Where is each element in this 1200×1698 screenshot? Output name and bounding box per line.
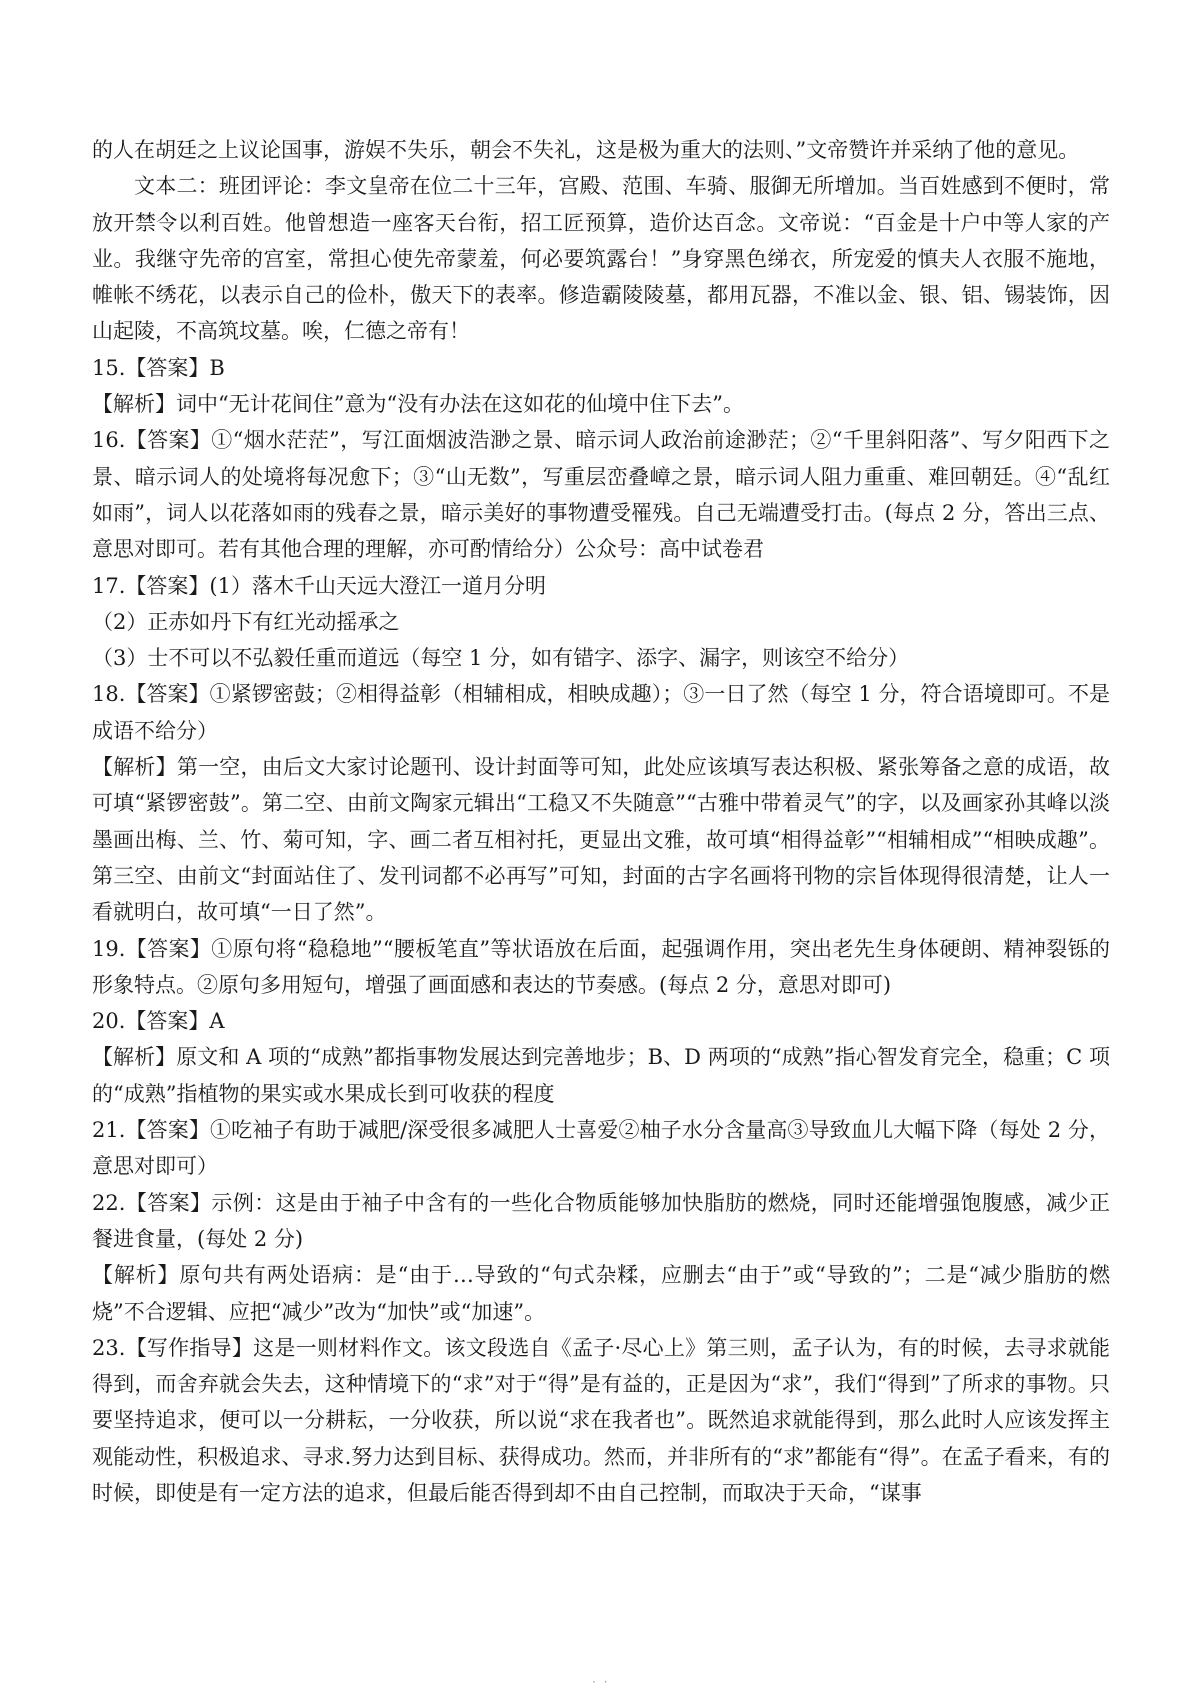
answer-17-line-2: （2）正赤如丹下有红光动摇承之	[92, 609, 400, 634]
answer-16: 16.【答案】①“烟水茫茫”，写江面烟波浩渺之景、暗示词人政治前途渺茫；②“千里斜阳落”、写夕阳西下之景、暗示词人的处境将每况愈下；③“山无数”，写重层峦叠嶂之景，暗示词人阻力重重、难回朝廷。④“乱红如雨”，词人以花落如雨的残春之景，暗示美好的事物遭受罹残。自己无端遭受打击。(每点 2 分，答出三点、意思对即可。若有其他合理的理解，亦可酌情给分）公众号：高中试卷君	[92, 428, 1110, 562]
paragraph-text-two: 文本二：班团评论：李文皇帝在位二十三年，宫殿、范围、车骑、服御无所增加。当百姓感到不便时，常放开禁令以利百姓。他曾想造一座客天台衔，招工匠预算，造价达百念。文帝说：“百金是十户中等人家的产业。我继守先帝的宫室，常担心使先帝蒙羞，何必要筑露台！”身穿黑色绨衣，所宠爱的慎夫人衣服不施地，帷帐不绣花，以表示自己的俭朴，傲天下的表率。修造霸陵陵墓，都用瓦器，不准以金、银、铝、锡装饰，因山起陵，不高筑坟墓。唉，仁德之帝有！	[92, 174, 1110, 344]
page-footer-mark: · ·	[592, 1675, 610, 1689]
answer-17-line-1: 17.【答案】(1）落木千山天远大澄江一道月分明	[92, 573, 546, 598]
paragraph-1: 的人在胡廷之上议论国事，游娱不失乐，朝会不失礼，这是极为重大的法则、”文帝赞许并采纳了他的意见。	[92, 138, 1080, 162]
answer-21: 21.【答案】①吃袖子有助于减肥/深受很多减肥人士喜爱②柚子水分含量高③导致血儿大幅下降（每处 2 分，意思对即可）	[92, 1118, 1110, 1179]
answer-20: 20.【答案】A	[92, 1009, 225, 1034]
analysis-15: 【解析】词中“无计花间住”意为“没有办法在这如花的仙境中住下去”。	[92, 392, 744, 417]
writing-guidance-23: 23.【写作指导】这是一则材料作文。该文段选自《孟子·尽心上》第三则，孟子认为，有的时候，去寻求就能得到，而舍弃就会失去，这种情境下的“求”对于“得”是有益的，正是因为“求”，我们“得到”了所求的事物。只要坚持追求，便可以一分耕耘，一分收获，所以说“求在我者也”。既然追求就能得到，那么此时人应该发挥主观能动性，积极追求、寻求.努力达到目标、获得成功。然而，并非所有的“求”都能有“得”。在孟子看来，有的时候，即使是有一定方法的追求，但最后能否得到却不由自己控制，而取决于天命，“谋事	[92, 1335, 1110, 1505]
analysis-18: 【解析】第一空，由后文大家讨论题刊、设计封面等可知，此处应该填写表达积极、紧张筹备之意的成语，故可填“紧锣密鼓”。第二空、由前文陶家元辑出“工稳又不失随意”“古雅中带着灵气”的字，以及画家孙其峰以淡墨画出梅、兰、竹、菊可知，字、画二者互相衬托，更显出文雅，故可填“相得益彰”“相辅相成”“相映成趣”。第三空、由前文“封面站住了、发刊词都不必再写”可知，封面的古字名画将刊物的宗旨体现得很清楚，让人一看就明白，故可填“一日了然”。	[92, 755, 1110, 925]
answer-17-line-3: （3）士不可以不弘毅任重而道远（每空 1 分，如有错字、添字、漏字，则该空不给分）	[92, 646, 910, 671]
answer-18: 18.【答案】①紧锣密鼓；②相得益彰（相辅相成，相映成趣）；③一日了然（每空 1 分，符合语境即可。不是成语不给分）	[92, 682, 1110, 743]
analysis-22: 【解析】原句共有两处语病：是“由于…导致的“句式杂糅，应删去“由于”或“导致的”；二是“减少脂肪的燃烧”不合逻辑、应把“减少”改为“加快”或“加速”。	[92, 1263, 1110, 1324]
answer-19: 19.【答案】①原句将“稳稳地”“腰板笔直”等状语放在后面，起强调作用，突出老先生身体硬朗、精神裂铄的形象特点。②原句多用短句，增强了画面感和表达的节奏感。(每点 2 分，意思对即可)	[92, 936, 1110, 997]
answer-15: 15.【答案】B	[92, 355, 225, 380]
answer-22: 22.【答案】示例：这是由于袖子中含有的一些化合物质能够加快脂肪的燃烧，同时还能增强饱腹感，减少正餐进食量，(每处 2 分)	[92, 1190, 1110, 1251]
analysis-20: 【解析】原文和 A 项的“成熟”都指事物发展达到完善地步；B、D 两项的“成熟”指心智发育完全，稳重；C 项的“成熟”指植物的果实或水果成长到可收获的程度	[92, 1045, 1110, 1106]
